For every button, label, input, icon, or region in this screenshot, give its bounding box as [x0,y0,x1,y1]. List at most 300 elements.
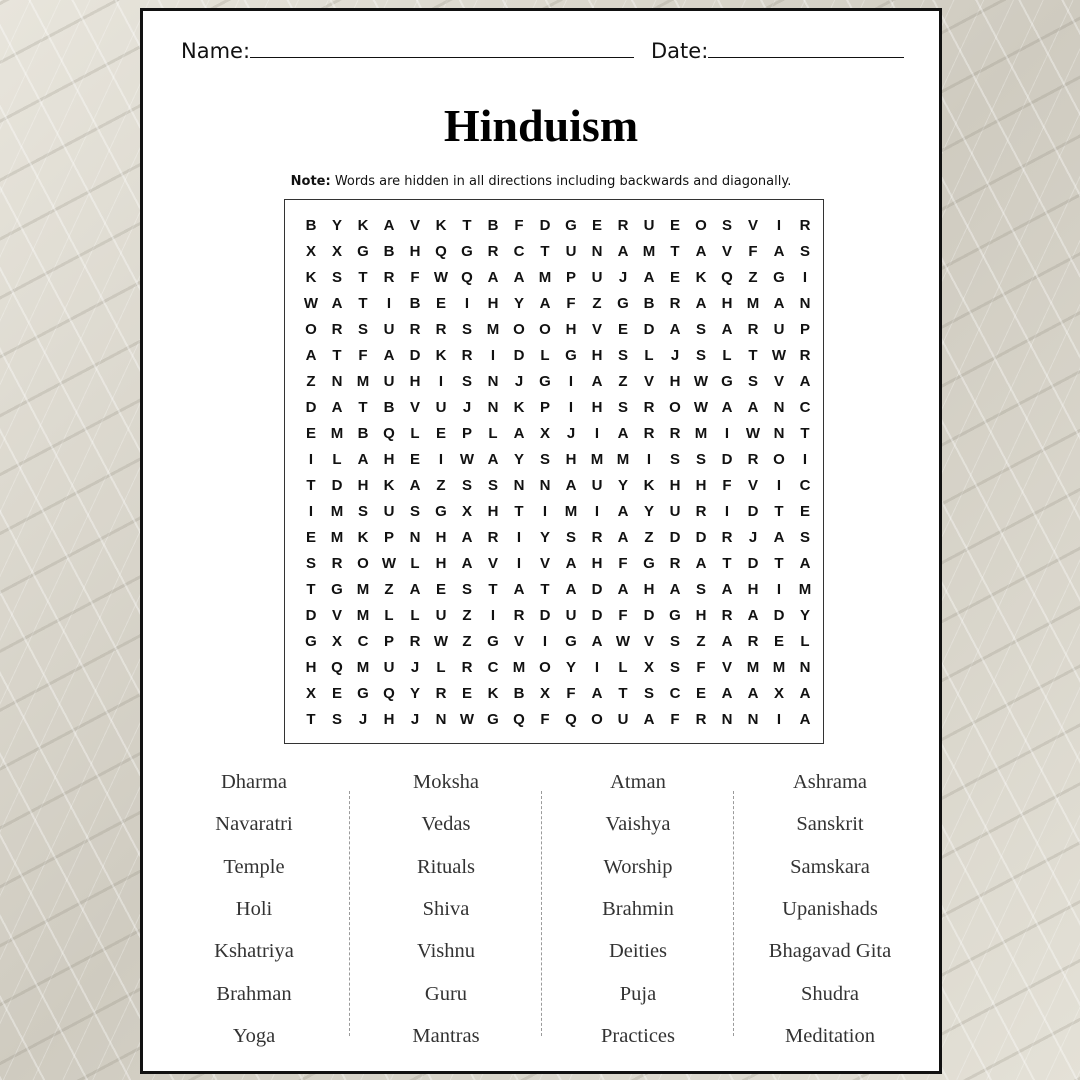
grid-letter[interactable]: A [539,295,551,312]
grid-letter[interactable]: J [670,347,680,364]
grid-letter[interactable]: Q [461,269,473,286]
grid-letter[interactable]: H [383,451,395,468]
grid-letter[interactable]: L [540,347,550,364]
grid-letter[interactable]: J [358,711,368,728]
grid-letter[interactable]: L [410,607,420,624]
grid-letter[interactable]: L [410,555,420,572]
grid-letter[interactable]: A [383,347,395,364]
grid-letter[interactable]: D [409,347,421,364]
grid-letter[interactable]: B [383,399,395,416]
grid-letter[interactable]: I [724,425,730,442]
grid-letter[interactable]: V [643,373,654,390]
grid-letter[interactable]: I [308,503,314,520]
grid-letter[interactable]: I [438,373,444,390]
grid-letter[interactable]: A [565,581,577,598]
grid-letter[interactable]: B [409,295,421,312]
grid-letter[interactable]: T [540,581,550,598]
grid-letter[interactable]: I [490,607,496,624]
grid-letter[interactable]: E [461,685,472,702]
grid-letter[interactable]: N [747,711,759,728]
grid-letter[interactable]: H [747,581,759,598]
grid-letter[interactable]: G [721,373,733,390]
grid-letter[interactable]: A [643,269,655,286]
grid-letter[interactable]: A [747,399,759,416]
grid-letter[interactable]: R [695,503,707,520]
grid-letter[interactable]: V [487,555,498,572]
grid-letter[interactable]: I [802,451,808,468]
grid-letter[interactable]: B [383,243,395,260]
grid-letter[interactable]: L [644,347,654,364]
grid-letter[interactable]: Y [539,529,550,546]
grid-letter[interactable]: M [538,269,552,286]
grid-letter[interactable]: E [435,425,446,442]
grid-letter[interactable]: I [516,555,522,572]
grid-letter[interactable]: H [357,477,369,494]
grid-letter[interactable]: J [566,425,576,442]
grid-letter[interactable]: I [542,633,548,650]
grid-letter[interactable]: S [409,503,420,520]
grid-letter[interactable]: R [331,321,343,338]
grid-letter[interactable]: A [721,399,733,416]
grid-letter[interactable]: R [669,555,681,572]
grid-letter[interactable]: E [305,529,316,546]
grid-letter[interactable]: V [513,633,524,650]
grid-letter[interactable]: S [357,321,368,338]
grid-letter[interactable]: Y [799,607,810,624]
grid-letter[interactable]: O [669,399,681,416]
grid-letter[interactable]: G [487,633,499,650]
grid-letter[interactable]: I [568,399,574,416]
grid-letter[interactable]: Z [384,581,394,598]
grid-letter[interactable]: A [331,399,343,416]
grid-letter[interactable]: R [669,425,681,442]
grid-letter[interactable]: T [306,477,316,494]
grid-letter[interactable]: R [487,529,499,546]
grid-letter[interactable]: A [617,503,629,520]
grid-letter[interactable]: Y [513,295,524,312]
grid-letter[interactable]: W [459,451,475,468]
grid-letter[interactable]: S [695,451,706,468]
grid-letter[interactable]: M [616,451,630,468]
grid-letter[interactable]: I [308,451,314,468]
grid-letter[interactable]: R [435,321,447,338]
grid-letter[interactable]: A [513,269,525,286]
grid-letter[interactable]: W [771,347,787,364]
grid-letter[interactable]: S [461,321,472,338]
grid-letter[interactable]: G [357,685,369,702]
grid-letter[interactable]: A [721,581,733,598]
grid-letter[interactable]: H [487,295,499,312]
grid-letter[interactable]: A [461,555,473,572]
grid-letter[interactable]: M [564,503,578,520]
grid-letter[interactable]: U [591,269,603,286]
grid-letter[interactable]: J [410,659,420,676]
grid-letter[interactable]: R [461,659,473,676]
grid-letter[interactable]: I [776,217,782,234]
grid-letter[interactable]: E [305,425,316,442]
grid-letter[interactable]: O [513,321,525,338]
name-blank-line[interactable] [250,39,634,58]
grid-letter[interactable]: S [487,477,498,494]
grid-letter[interactable]: S [643,685,654,702]
grid-letter[interactable]: A [643,711,655,728]
grid-letter[interactable]: W [745,425,761,442]
grid-letter[interactable]: A [513,425,525,442]
grid-letter[interactable]: W [693,399,709,416]
grid-letter[interactable]: H [591,347,603,364]
grid-letter[interactable]: U [617,711,629,728]
grid-letter[interactable]: T [332,347,342,364]
grid-letter[interactable]: M [356,581,370,598]
grid-letter[interactable]: A [669,321,681,338]
grid-letter[interactable]: V [409,217,420,234]
grid-letter[interactable]: K [435,347,447,364]
grid-letter[interactable]: N [435,711,447,728]
grid-letter[interactable]: E [669,269,680,286]
grid-letter[interactable]: P [461,425,472,442]
grid-letter[interactable]: M [330,425,344,442]
grid-letter[interactable]: T [488,581,498,598]
grid-letter[interactable]: E [591,217,602,234]
grid-letter[interactable]: O [539,659,551,676]
grid-letter[interactable]: H [669,477,681,494]
grid-letter[interactable]: R [409,321,421,338]
grid-letter[interactable]: S [357,503,368,520]
grid-letter[interactable]: E [435,581,446,598]
grid-letter[interactable]: C [513,243,525,260]
grid-letter[interactable]: F [566,295,576,312]
grid-letter[interactable]: L [722,347,732,364]
grid-letter[interactable]: D [591,581,603,598]
grid-letter[interactable]: D [591,607,603,624]
grid-letter[interactable]: I [568,373,574,390]
grid-letter[interactable]: Y [617,477,628,494]
grid-letter[interactable]: D [669,529,681,546]
grid-letter[interactable]: M [694,425,708,442]
grid-letter[interactable]: K [357,529,369,546]
grid-letter[interactable]: N [799,295,811,312]
grid-letter[interactable]: S [721,217,732,234]
grid-letter[interactable]: D [773,607,785,624]
grid-letter[interactable]: T [540,243,550,260]
grid-letter[interactable]: E [617,321,628,338]
grid-letter[interactable]: M [642,243,656,260]
grid-letter[interactable]: J [748,529,758,546]
grid-letter[interactable]: A [591,685,603,702]
grid-letter[interactable]: Q [513,711,525,728]
grid-letter[interactable]: U [773,321,785,338]
grid-letter[interactable]: A [799,373,811,390]
grid-letter[interactable]: N [773,425,785,442]
grid-letter[interactable]: T [722,555,732,572]
grid-letter[interactable]: L [410,425,420,442]
grid-letter[interactable]: J [462,399,472,416]
grid-letter[interactable]: L [332,451,342,468]
grid-letter[interactable]: A [695,555,707,572]
grid-letter[interactable]: X [539,425,550,442]
grid-letter[interactable]: X [305,243,316,260]
grid-letter[interactable]: I [594,503,600,520]
grid-letter[interactable]: M [330,503,344,520]
grid-letter[interactable]: H [305,659,317,676]
grid-letter[interactable]: F [566,685,576,702]
grid-letter[interactable]: H [435,555,447,572]
grid-letter[interactable]: N [487,373,499,390]
grid-letter[interactable]: G [669,607,681,624]
grid-letter[interactable]: A [383,217,395,234]
grid-letter[interactable]: R [513,607,525,624]
grid-letter[interactable]: H [695,607,707,624]
grid-letter[interactable]: Y [513,451,524,468]
grid-letter[interactable]: Z [462,607,472,624]
grid-letter[interactable]: W [615,633,631,650]
grid-letter[interactable]: U [435,399,447,416]
grid-letter[interactable]: V [409,399,420,416]
grid-letter[interactable]: C [799,477,811,494]
grid-letter[interactable]: V [539,555,550,572]
grid-letter[interactable]: S [747,373,758,390]
grid-letter[interactable]: I [490,347,496,364]
grid-letter[interactable]: V [591,321,602,338]
grid-letter[interactable]: R [591,529,603,546]
grid-letter[interactable]: S [461,477,472,494]
grid-letter[interactable]: R [487,243,499,260]
grid-letter[interactable]: D [695,529,707,546]
grid-letter[interactable]: J [618,269,628,286]
grid-letter[interactable]: K [435,217,447,234]
grid-letter[interactable]: D [539,607,551,624]
grid-letter[interactable]: Q [435,243,447,260]
grid-letter[interactable]: M [330,529,344,546]
grid-letter[interactable]: S [695,581,706,598]
grid-letter[interactable]: Q [721,269,733,286]
grid-letter[interactable]: M [590,451,604,468]
grid-letter[interactable]: V [643,633,654,650]
grid-letter[interactable]: G [487,711,499,728]
grid-letter[interactable]: A [409,477,421,494]
grid-letter[interactable]: Y [565,659,576,676]
grid-letter[interactable]: P [565,269,576,286]
grid-letter[interactable]: N [487,399,499,416]
grid-letter[interactable]: T [748,347,758,364]
grid-letter[interactable]: S [331,711,342,728]
grid-letter[interactable]: R [747,451,759,468]
grid-letter[interactable]: R [799,217,811,234]
grid-letter[interactable]: H [643,581,655,598]
grid-letter[interactable]: R [409,633,421,650]
grid-letter[interactable]: V [721,243,732,260]
grid-letter[interactable]: I [464,295,470,312]
grid-letter[interactable]: W [459,711,475,728]
grid-letter[interactable]: H [409,243,421,260]
grid-letter[interactable]: N [799,659,811,676]
grid-letter[interactable]: D [513,347,525,364]
grid-letter[interactable]: G [357,243,369,260]
grid-letter[interactable]: R [461,347,473,364]
grid-letter[interactable]: U [435,607,447,624]
grid-letter[interactable]: I [776,581,782,598]
grid-letter[interactable]: U [383,373,395,390]
grid-letter[interactable]: M [356,373,370,390]
grid-letter[interactable]: U [565,607,577,624]
grid-letter[interactable]: E [695,685,706,702]
grid-letter[interactable]: L [618,659,628,676]
grid-letter[interactable]: K [487,685,499,702]
grid-letter[interactable]: E [799,503,810,520]
grid-letter[interactable]: A [565,555,577,572]
grid-letter[interactable]: D [305,607,317,624]
grid-letter[interactable]: M [746,295,760,312]
grid-letter[interactable]: B [487,217,499,234]
grid-letter[interactable]: S [669,633,680,650]
grid-letter[interactable]: S [305,555,316,572]
grid-letter[interactable]: I [776,477,782,494]
grid-letter[interactable]: R [331,555,343,572]
grid-letter[interactable]: X [643,659,654,676]
grid-letter[interactable]: S [799,529,810,546]
grid-letter[interactable]: A [799,711,811,728]
grid-letter[interactable]: A [799,555,811,572]
grid-letter[interactable]: U [383,503,395,520]
grid-letter[interactable]: A [617,581,629,598]
grid-letter[interactable]: Q [383,685,395,702]
grid-letter[interactable]: A [409,581,421,598]
grid-letter[interactable]: A [721,321,733,338]
grid-letter[interactable]: F [618,607,628,624]
grid-letter[interactable]: S [617,399,628,416]
grid-letter[interactable]: H [565,451,577,468]
grid-letter[interactable]: I [646,451,652,468]
grid-letter[interactable]: Y [331,217,342,234]
grid-letter[interactable]: I [438,451,444,468]
grid-letter[interactable]: A [773,243,785,260]
grid-letter[interactable]: D [721,451,733,468]
grid-letter[interactable]: Z [592,295,602,312]
grid-letter[interactable]: A [617,243,629,260]
grid-letter[interactable]: T [358,399,368,416]
grid-letter[interactable]: Z [618,373,628,390]
grid-letter[interactable]: S [461,373,472,390]
grid-letter[interactable]: E [409,451,420,468]
grid-letter[interactable]: T [514,503,524,520]
grid-letter[interactable]: G [565,633,577,650]
grid-letter[interactable]: R [747,633,759,650]
grid-letter[interactable]: A [461,529,473,546]
grid-letter[interactable]: Y [409,685,420,702]
grid-letter[interactable]: R [799,347,811,364]
grid-letter[interactable]: M [356,659,370,676]
grid-letter[interactable]: A [695,243,707,260]
grid-letter[interactable]: B [643,295,655,312]
grid-letter[interactable]: N [773,399,785,416]
grid-letter[interactable]: A [721,633,733,650]
grid-letter[interactable]: A [487,451,499,468]
grid-letter[interactable]: G [331,581,343,598]
grid-letter[interactable]: S [695,347,706,364]
grid-letter[interactable]: V [773,373,784,390]
grid-letter[interactable]: T [774,503,784,520]
grid-letter[interactable]: S [331,269,342,286]
grid-letter[interactable]: W [693,373,709,390]
grid-letter[interactable]: S [617,347,628,364]
grid-letter[interactable]: I [542,503,548,520]
grid-letter[interactable]: T [306,711,316,728]
grid-letter[interactable]: E [669,217,680,234]
grid-letter[interactable]: A [357,451,369,468]
grid-letter[interactable]: O [695,217,707,234]
grid-letter[interactable]: I [516,529,522,546]
grid-letter[interactable]: L [800,633,810,650]
grid-letter[interactable]: F [358,347,368,364]
grid-letter[interactable]: H [383,711,395,728]
grid-letter[interactable]: M [356,607,370,624]
grid-letter[interactable]: P [539,399,550,416]
grid-letter[interactable]: T [358,295,368,312]
grid-letter[interactable]: X [331,633,342,650]
grid-letter[interactable]: S [799,243,810,260]
grid-letter[interactable]: S [669,659,680,676]
grid-letter[interactable]: I [776,711,782,728]
grid-letter[interactable]: F [410,269,420,286]
grid-letter[interactable]: D [305,399,317,416]
grid-letter[interactable]: V [747,477,758,494]
grid-letter[interactable]: R [643,425,655,442]
grid-letter[interactable]: N [539,477,551,494]
grid-letter[interactable]: P [799,321,810,338]
grid-letter[interactable]: A [799,685,811,702]
grid-letter[interactable]: H [409,373,421,390]
grid-letter[interactable]: L [436,659,446,676]
grid-letter[interactable]: N [409,529,421,546]
grid-letter[interactable]: Y [643,503,654,520]
grid-letter[interactable]: F [618,555,628,572]
grid-letter[interactable]: A [591,633,603,650]
grid-letter[interactable]: Z [306,373,316,390]
grid-letter[interactable]: Z [748,269,758,286]
grid-letter[interactable]: T [462,217,472,234]
grid-letter[interactable]: G [435,503,447,520]
grid-letter[interactable]: D [331,477,343,494]
grid-letter[interactable]: A [721,685,733,702]
grid-letter[interactable]: M [512,659,526,676]
grid-letter[interactable]: O [773,451,785,468]
grid-letter[interactable]: E [435,295,446,312]
grid-letter[interactable]: A [617,529,629,546]
grid-letter[interactable]: K [357,217,369,234]
grid-letter[interactable]: A [695,295,707,312]
grid-letter[interactable]: W [433,269,449,286]
grid-letter[interactable]: O [357,555,369,572]
grid-letter[interactable]: F [696,659,706,676]
grid-letter[interactable]: X [773,685,784,702]
grid-letter[interactable]: W [433,633,449,650]
grid-letter[interactable]: Q [565,711,577,728]
grid-letter[interactable]: A [591,373,603,390]
grid-letter[interactable]: U [591,477,603,494]
grid-letter[interactable]: N [331,373,343,390]
grid-letter[interactable]: P [383,633,394,650]
grid-letter[interactable]: T [774,555,784,572]
grid-letter[interactable]: Q [383,425,395,442]
grid-letter[interactable]: H [487,503,499,520]
grid-letter[interactable]: H [435,529,447,546]
grid-letter[interactable]: T [670,243,680,260]
grid-letter[interactable]: Q [331,659,343,676]
grid-letter[interactable]: A [669,581,681,598]
grid-letter[interactable]: R [383,269,395,286]
grid-letter[interactable]: T [358,269,368,286]
grid-letter[interactable]: F [514,217,524,234]
